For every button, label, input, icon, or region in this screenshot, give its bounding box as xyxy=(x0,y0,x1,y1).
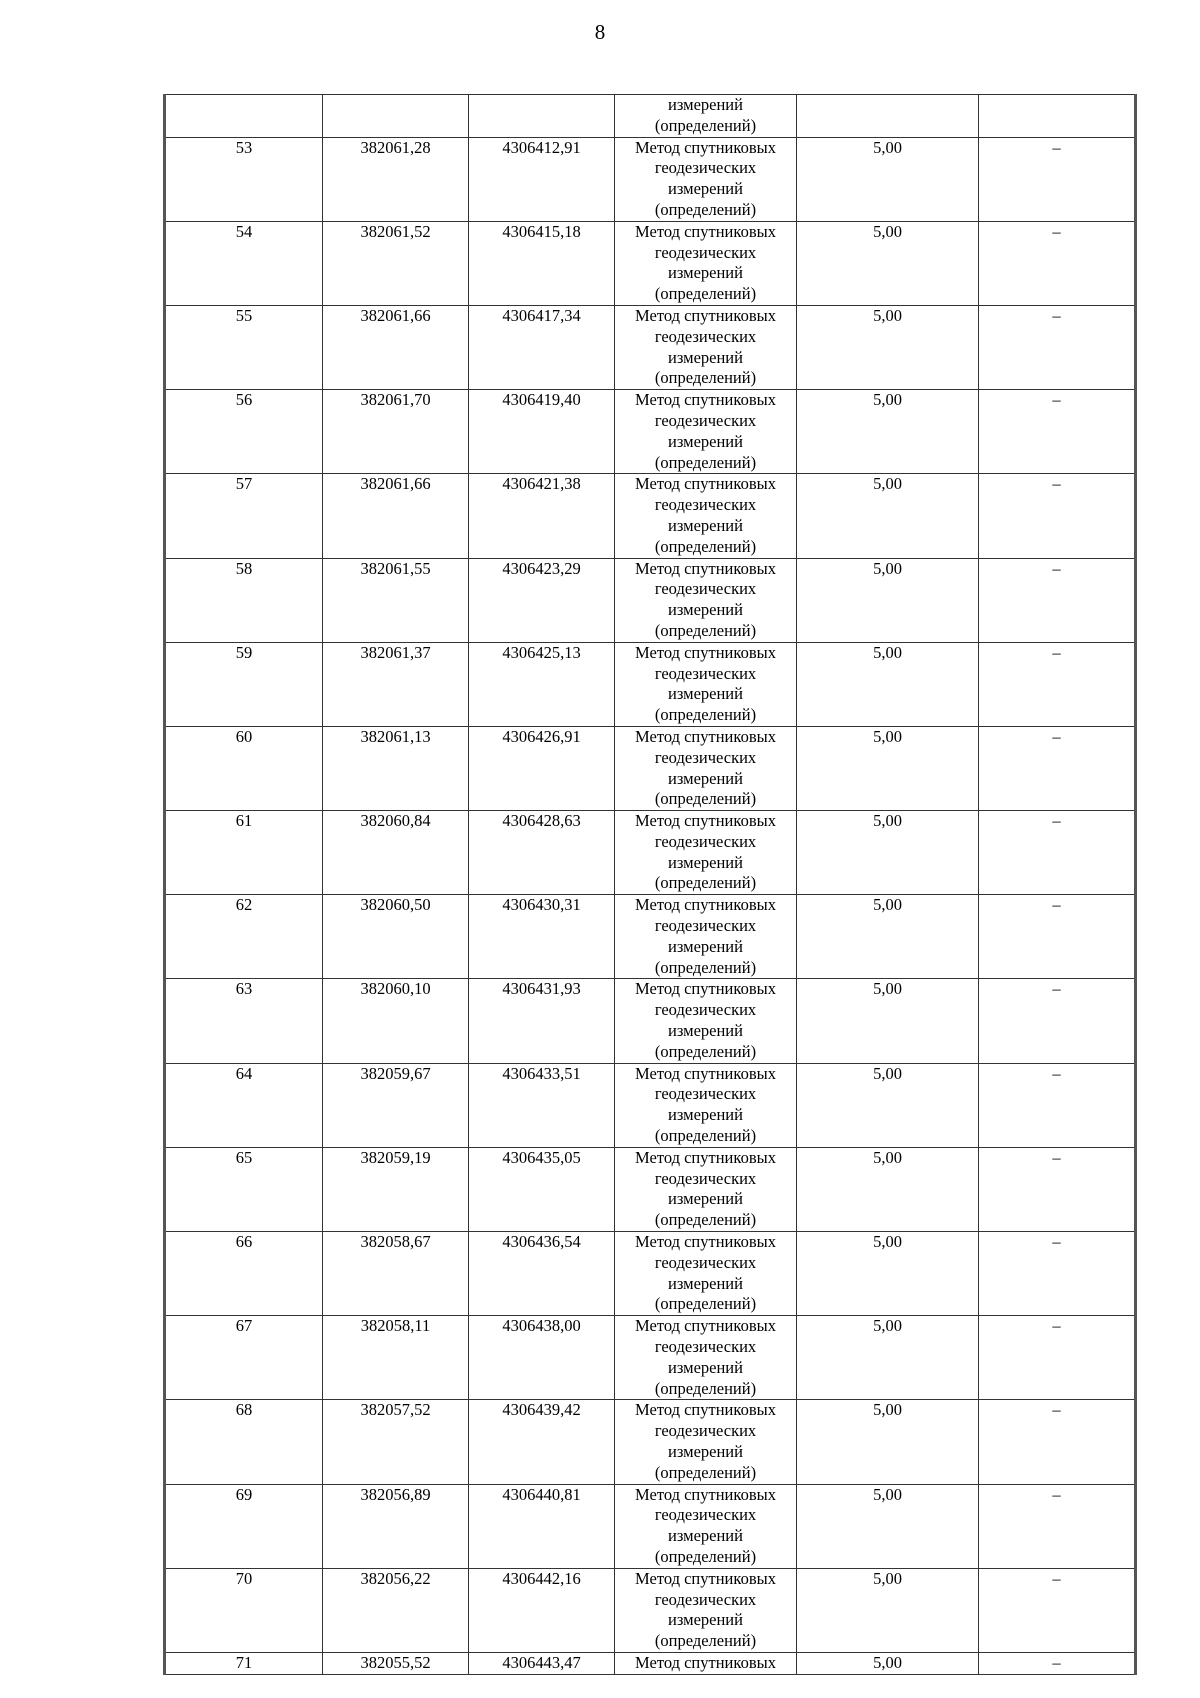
method-line: измерений xyxy=(668,1105,743,1125)
point-number-cell: 59 xyxy=(165,642,323,726)
y-coordinate-cell: 4306435,05 xyxy=(469,1147,615,1231)
table-row xyxy=(165,1147,1136,1231)
y-coordinate-cell: 4306442,16 xyxy=(469,1568,615,1652)
extra-cell: – xyxy=(979,558,1136,642)
method-line: измерений xyxy=(668,1021,743,1041)
method-line: (определений) xyxy=(654,1126,757,1146)
extra-cell: – xyxy=(979,895,1136,979)
method-line: измерений xyxy=(668,431,743,451)
method-line: Метод спутниковых xyxy=(635,390,776,410)
method-line: геодезических xyxy=(654,410,757,430)
point-number-cell: 63 xyxy=(165,979,323,1063)
method-line: Метод спутниковых xyxy=(635,1147,776,1167)
point-number-cell: 71 xyxy=(165,1652,323,1674)
method-line: Метод спутниковых xyxy=(635,1652,776,1672)
table-row xyxy=(165,1232,1136,1316)
x-coordinate-cell: 382061,55 xyxy=(323,558,469,642)
accuracy-cell: 5,00 xyxy=(797,558,979,642)
method-line: Метод спутниковых xyxy=(635,305,776,325)
method-line: (определений) xyxy=(654,199,757,219)
method-line: Метод спутниковых xyxy=(635,895,776,915)
method-line: (определений) xyxy=(654,1462,757,1482)
method-line: измерений xyxy=(668,1189,743,1209)
method-line: измерений xyxy=(668,684,743,704)
y-coordinate-cell: 4306421,38 xyxy=(469,474,615,558)
method-line: измерений xyxy=(668,852,743,872)
method-line: (определений) xyxy=(654,789,757,809)
accuracy-cell: 5,00 xyxy=(797,1400,979,1484)
method-line: геодезических xyxy=(654,1505,757,1525)
method-line: геодезических xyxy=(654,495,757,515)
table-row xyxy=(165,1316,1136,1400)
y-coordinate-cell: 4306443,47 xyxy=(469,1652,615,1674)
method-cell xyxy=(615,1484,797,1568)
point-number-cell: 62 xyxy=(165,895,323,979)
x-coordinate-cell: 382061,66 xyxy=(323,474,469,558)
method-line: геодезических xyxy=(654,1168,757,1188)
extra-cell: – xyxy=(979,390,1136,474)
table-row xyxy=(165,642,1136,726)
accuracy-cell: 5,00 xyxy=(797,1568,979,1652)
x-coordinate-cell: 382057,52 xyxy=(323,1400,469,1484)
extra-cell: – xyxy=(979,726,1136,810)
point-number-cell: 66 xyxy=(165,1232,323,1316)
method-line: (определений) xyxy=(654,1378,757,1398)
method-cell xyxy=(615,1232,797,1316)
method-cell xyxy=(615,137,797,221)
accuracy-cell: 5,00 xyxy=(797,1316,979,1400)
method-line: геодезических xyxy=(654,158,757,178)
method-cell xyxy=(615,979,797,1063)
method-line: измерений xyxy=(668,1526,743,1546)
method-line: измерений xyxy=(668,1273,743,1293)
x-coordinate-cell: 382058,11 xyxy=(323,1316,469,1400)
accuracy-cell: 5,00 xyxy=(797,895,979,979)
point-number-cell: 60 xyxy=(165,726,323,810)
y-coordinate-cell: 4306426,91 xyxy=(469,726,615,810)
method-line: измерений xyxy=(668,95,743,114)
method-line: Метод спутниковых xyxy=(635,558,776,578)
extra-cell: – xyxy=(979,1568,1136,1652)
method-cell xyxy=(615,1147,797,1231)
point-number-cell: 65 xyxy=(165,1147,323,1231)
method-line: геодезических xyxy=(654,1000,757,1020)
method-line: Метод спутниковых xyxy=(635,1568,776,1588)
extra-cell: – xyxy=(979,642,1136,726)
accuracy-cell: 5,00 xyxy=(797,137,979,221)
accuracy-cell: 5,00 xyxy=(797,221,979,305)
method-line: геодезических xyxy=(654,663,757,683)
accuracy-cell: 5,00 xyxy=(797,1232,979,1316)
method-line: измерений xyxy=(668,1610,743,1630)
method-cell xyxy=(615,221,797,305)
table-row xyxy=(165,1568,1136,1652)
accuracy-cell: 5,00 xyxy=(797,642,979,726)
x-coordinate-cell: 382061,66 xyxy=(323,305,469,389)
method-cell xyxy=(615,1316,797,1400)
method-cell xyxy=(615,1652,797,1674)
method-line: Метод спутниковых xyxy=(635,221,776,241)
method-line: (определений) xyxy=(654,620,757,640)
point-number-cell: 67 xyxy=(165,1316,323,1400)
method-line: геодезических xyxy=(654,916,757,936)
method-line: Метод спутниковых xyxy=(635,642,776,662)
method-cell xyxy=(615,305,797,389)
method-line: (определений) xyxy=(654,1546,757,1566)
x-coordinate-cell: 382060,10 xyxy=(323,979,469,1063)
method-line: Метод спутниковых xyxy=(635,726,776,746)
method-line: геодезических xyxy=(654,1421,757,1441)
accuracy-cell: 5,00 xyxy=(797,474,979,558)
method-line: (определений) xyxy=(654,1210,757,1230)
method-line: Метод спутниковых xyxy=(635,1484,776,1504)
method-cell xyxy=(615,1063,797,1147)
extra-cell: – xyxy=(979,221,1136,305)
method-line: измерений xyxy=(668,600,743,620)
point-number-cell: 64 xyxy=(165,1063,323,1147)
y-coordinate-cell: 4306430,31 xyxy=(469,895,615,979)
method-cell xyxy=(615,474,797,558)
point-number-cell: 58 xyxy=(165,558,323,642)
table-row xyxy=(165,390,1136,474)
point-number-cell: 69 xyxy=(165,1484,323,1568)
x-coordinate-cell: 382059,19 xyxy=(323,1147,469,1231)
method-line: (определений) xyxy=(654,705,757,725)
point-number-cell: 55 xyxy=(165,305,323,389)
table-row xyxy=(165,137,1136,221)
accuracy-cell: 5,00 xyxy=(797,1484,979,1568)
method-cell xyxy=(615,642,797,726)
x-coordinate-cell: 382055,52 xyxy=(323,1652,469,1674)
extra-cell: – xyxy=(979,474,1136,558)
x-coordinate-cell: 382060,50 xyxy=(323,895,469,979)
y-coordinate-cell: 4306431,93 xyxy=(469,979,615,1063)
y-coordinate-cell: 4306438,00 xyxy=(469,1316,615,1400)
method-line: измерений xyxy=(668,768,743,788)
x-coordinate-cell: 382061,13 xyxy=(323,726,469,810)
method-cell xyxy=(615,95,797,138)
method-line: (определений) xyxy=(654,115,757,135)
accuracy-cell: 5,00 xyxy=(797,305,979,389)
accuracy-cell xyxy=(797,95,979,138)
method-line: (определений) xyxy=(654,957,757,977)
method-line: Метод спутниковых xyxy=(635,979,776,999)
table-row xyxy=(165,474,1136,558)
accuracy-cell: 5,00 xyxy=(797,1147,979,1231)
extra-cell: – xyxy=(979,305,1136,389)
method-cell xyxy=(615,811,797,895)
x-coordinate-cell: 382061,37 xyxy=(323,642,469,726)
method-line: (определений) xyxy=(654,1631,757,1651)
method-line: геодезических xyxy=(654,747,757,767)
accuracy-cell: 5,00 xyxy=(797,1063,979,1147)
y-coordinate-cell: 4306419,40 xyxy=(469,390,615,474)
method-line: геодезических xyxy=(654,579,757,599)
table-row xyxy=(165,221,1136,305)
accuracy-cell: 5,00 xyxy=(797,811,979,895)
x-coordinate-cell: 382060,84 xyxy=(323,811,469,895)
table-row xyxy=(165,811,1136,895)
method-cell xyxy=(615,726,797,810)
extra-cell: – xyxy=(979,137,1136,221)
table-row xyxy=(165,1063,1136,1147)
method-line: Метод спутниковых xyxy=(635,1400,776,1420)
method-line: (определений) xyxy=(654,284,757,304)
extra-cell: – xyxy=(979,979,1136,1063)
method-line: геодезических xyxy=(654,1589,757,1609)
accuracy-cell: 5,00 xyxy=(797,1652,979,1674)
method-line: Метод спутниковых xyxy=(635,474,776,494)
method-cell xyxy=(615,1568,797,1652)
table-row xyxy=(165,979,1136,1063)
method-line: геодезических xyxy=(654,1252,757,1272)
extra-cell: – xyxy=(979,1652,1136,1674)
method-cell xyxy=(615,390,797,474)
method-line: геодезических xyxy=(654,326,757,346)
method-line: Метод спутниковых xyxy=(635,1063,776,1083)
table-row xyxy=(165,1652,1136,1674)
method-line: (определений) xyxy=(654,1041,757,1061)
table-row xyxy=(165,726,1136,810)
method-line: (определений) xyxy=(654,1294,757,1314)
method-line: Метод спутниковых xyxy=(635,137,776,157)
x-coordinate-cell: 382059,67 xyxy=(323,1063,469,1147)
y-coordinate-cell: 4306439,42 xyxy=(469,1400,615,1484)
extra-cell xyxy=(979,95,1136,138)
x-coordinate-cell: 382061,28 xyxy=(323,137,469,221)
accuracy-cell: 5,00 xyxy=(797,390,979,474)
extra-cell: – xyxy=(979,1484,1136,1568)
accuracy-cell: 5,00 xyxy=(797,979,979,1063)
x-coordinate-cell: 382061,70 xyxy=(323,390,469,474)
table-row xyxy=(165,1400,1136,1484)
y-coordinate-cell: 4306440,81 xyxy=(469,1484,615,1568)
y-coordinate-cell: 4306436,54 xyxy=(469,1232,615,1316)
method-line: измерений xyxy=(668,1442,743,1461)
y-coordinate-cell: 4306415,18 xyxy=(469,221,615,305)
accuracy-cell: 5,00 xyxy=(797,726,979,810)
x-coordinate-cell: 382058,67 xyxy=(323,1232,469,1316)
method-line: Метод спутниковых xyxy=(635,1316,776,1336)
method-cell xyxy=(615,895,797,979)
y-coordinate-cell: 4306425,13 xyxy=(469,642,615,726)
x-coordinate-cell: 382056,22 xyxy=(323,1568,469,1652)
method-line: геодезических xyxy=(654,1084,757,1104)
point-number-cell: 56 xyxy=(165,390,323,474)
extra-cell: – xyxy=(979,1316,1136,1400)
method-line: измерений xyxy=(668,1357,743,1377)
table-row xyxy=(165,1484,1136,1568)
extra-cell: – xyxy=(979,1400,1136,1484)
y-coordinate-cell: 4306433,51 xyxy=(469,1063,615,1147)
y-coordinate-cell: 4306412,91 xyxy=(469,137,615,221)
point-number-cell: 61 xyxy=(165,811,323,895)
table-row xyxy=(165,895,1136,979)
y-coordinate-cell: 4306423,29 xyxy=(469,558,615,642)
page-number: 8 xyxy=(594,20,606,44)
method-line: (определений) xyxy=(654,452,757,472)
method-cell xyxy=(615,558,797,642)
x-coordinate-cell: 382061,52 xyxy=(323,221,469,305)
y-coordinate-cell: 4306417,34 xyxy=(469,305,615,389)
method-line: измерений xyxy=(668,515,743,535)
point-number-cell: 54 xyxy=(165,221,323,305)
point-number-cell xyxy=(165,95,323,138)
method-line: измерений xyxy=(668,263,743,283)
extra-cell: – xyxy=(979,1232,1136,1316)
method-line: геодезических xyxy=(654,1337,757,1357)
method-line: геодезических xyxy=(654,831,757,851)
method-line: Метод спутниковых xyxy=(635,811,776,831)
method-cell xyxy=(615,1400,797,1484)
x-coordinate-cell: 382056,89 xyxy=(323,1484,469,1568)
point-number-cell: 57 xyxy=(165,474,323,558)
table-row xyxy=(165,305,1136,389)
method-line: (определений) xyxy=(654,873,757,893)
continuation-row xyxy=(165,95,1136,138)
method-line: измерений xyxy=(668,936,743,956)
method-line: (определений) xyxy=(654,368,757,388)
method-line: Метод спутниковых xyxy=(635,1232,776,1252)
method-line: (определений) xyxy=(654,536,757,556)
table-row xyxy=(165,558,1136,642)
method-line: измерений xyxy=(668,347,743,367)
method-line: измерений xyxy=(668,179,743,199)
y-coordinate-cell: 4306428,63 xyxy=(469,811,615,895)
point-number-cell: 70 xyxy=(165,1568,323,1652)
extra-cell: – xyxy=(979,1147,1136,1231)
extra-cell: – xyxy=(979,1063,1136,1147)
point-number-cell: 53 xyxy=(165,137,323,221)
point-number-cell: 68 xyxy=(165,1400,323,1484)
y-coordinate-cell xyxy=(469,95,615,138)
coordinates-table xyxy=(163,94,1137,1675)
x-coordinate-cell xyxy=(323,95,469,138)
method-line: геодезических xyxy=(654,242,757,262)
extra-cell: – xyxy=(979,811,1136,895)
